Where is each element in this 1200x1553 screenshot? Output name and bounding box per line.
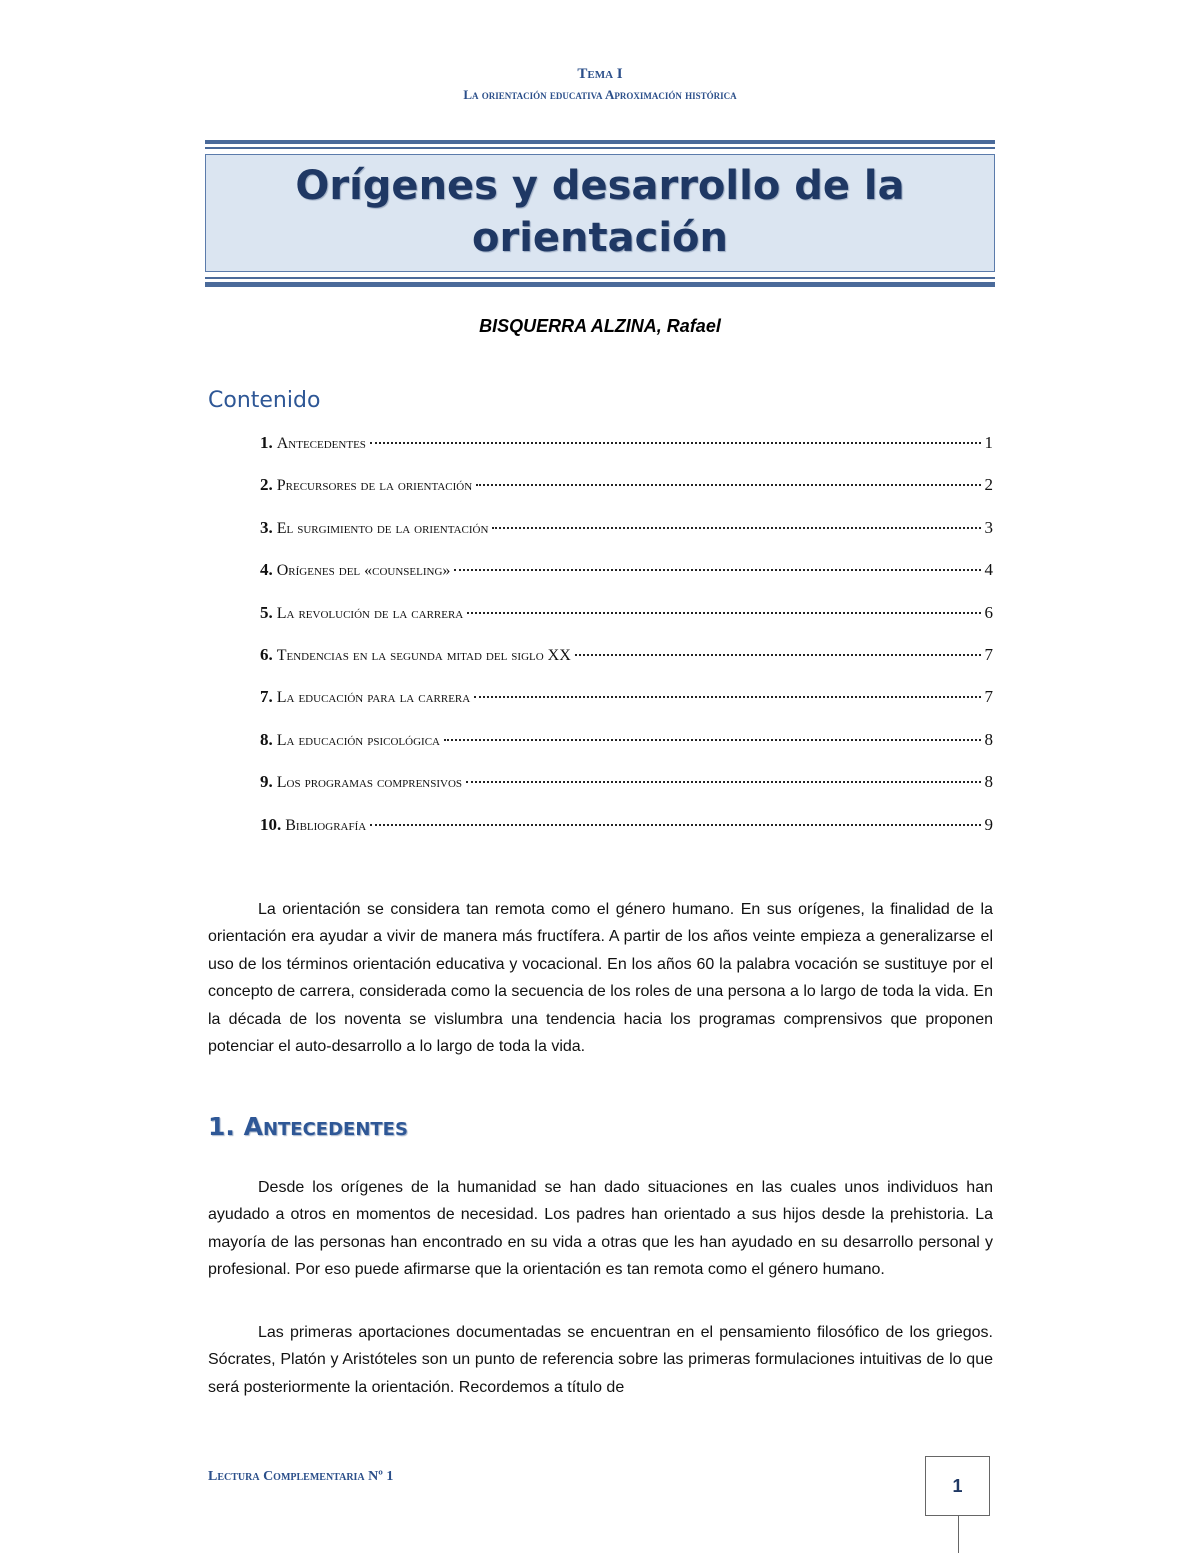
toc-item-number: 3. — [260, 517, 273, 537]
author: BISQUERRA ALZINA, Rafael — [479, 316, 721, 336]
toc-item-antecedentes[interactable] — [260, 433, 993, 475]
toc-item-page: 7 — [984, 644, 993, 664]
toc-item-page: 6 — [984, 602, 993, 622]
intro-paragraph: La orientación se considera tan remota como el género humano. En sus orígenes, la finalidad de la orientación era ayudar a vivir de manera más fructífera. A partir de los años veinte empieza a generalizarse el uso de los términos orientación educativa y vocacional. En los años 60 la palabra vocación se sustituye por el concepto de carrera, considerada como la secuencia de los roles de una persona a lo largo de toda la vida. En la década de los noventa se vislumbra una tendencia hacia los programas comprensivos que proponen potenciar el auto-desarrollo a lo largo de toda la vida. — [208, 901, 993, 1056]
toc-leader-dots — [476, 484, 980, 486]
toc-item-page: 8 — [984, 729, 993, 749]
toc-heading: Contenido — [208, 388, 321, 413]
toc-item-label: Precursores de la orientación — [276, 477, 473, 495]
toc-item-page: 3 — [984, 517, 993, 537]
toc-leader-dots — [575, 654, 981, 656]
document-title — [205, 160, 995, 264]
toc-item-number: 10. — [260, 814, 282, 834]
document-title-line-1: Orígenes y desarrollo de la — [295, 163, 905, 209]
title-box — [205, 140, 995, 288]
toc-item-number: 9. — [260, 772, 273, 792]
toc-item-number: 7. — [260, 687, 273, 707]
title-rule-bottom-thin — [205, 277, 995, 279]
page-number-rule — [958, 1516, 959, 1553]
toc-item-page: 2 — [984, 475, 993, 495]
toc-item-label: Tendencias en la segunda mitad del siglo XX — [276, 646, 571, 664]
toc-item-page: 9 — [984, 814, 993, 834]
toc-item-page: 1 — [984, 433, 993, 452]
toc-leader-dots — [474, 696, 980, 698]
toc-leader-dots — [466, 781, 980, 783]
toc-item-programas-comprensivos[interactable] — [260, 772, 993, 814]
toc-leader-dots — [370, 824, 980, 826]
toc-item-number: 1. — [260, 433, 273, 452]
toc-item-label: Antecedentes — [276, 435, 366, 452]
toc-item-label: La educación psicológica — [276, 731, 440, 749]
toc-item-number: 2. — [260, 475, 273, 495]
toc-item-bibliografia[interactable] — [260, 815, 993, 857]
toc-item-counseling[interactable] — [260, 560, 993, 602]
document-title-line-2: orientación — [471, 215, 728, 261]
toc-item-number: 8. — [260, 729, 273, 749]
toc-leader-dots — [370, 442, 981, 444]
toc-leader-dots — [454, 569, 980, 571]
toc-item-number: 4. — [260, 560, 273, 580]
toc-leader-dots — [492, 527, 980, 529]
toc-item-label: La revolución de la carrera — [276, 604, 464, 622]
toc-item-page: 4 — [984, 560, 993, 580]
title-rule-bottom-thick — [205, 282, 995, 287]
toc-item-surgimiento[interactable] — [260, 518, 993, 560]
toc-item-educacion-carrera[interactable] — [260, 687, 993, 729]
toc-leader-dots — [467, 612, 980, 614]
toc-item-page: 7 — [984, 687, 993, 707]
body-paragraph-2: Las primeras aportaciones documentadas se encuentran en el pensamiento filosófico de los griegos. Sócrates, Platón y Aristóteles son un punto de referencia sobre las primeras formulaciones intuitivas de lo que será posteriormente la orientación. Recordemos a título de — [208, 1324, 993, 1396]
toc-item-label: Los programas comprensivos — [276, 774, 463, 792]
running-header-topic: Tema I — [577, 66, 623, 82]
title-rule-top-thick — [205, 140, 995, 144]
toc-item-educacion-psicologica[interactable] — [260, 730, 993, 772]
toc-item-label: Orígenes del «counseling» — [276, 562, 451, 580]
toc-item-number: 6. — [260, 644, 273, 664]
toc-item-label: Bibliografía — [285, 816, 367, 834]
body-paragraph-1: Desde los orígenes de la humanidad se han dado situaciones en las cuales unos individuos han ayudado a otros en momentos de necesidad. Los padres han orientado a sus hijos desde la prehistoria. La mayoría de las personas han encontrado en su vida a otras que les han ayudado en su desarrollo personal y profesional. Por eso puede afirmarse que la orientación es tan remota como el género humano. — [208, 1179, 993, 1279]
toc-item-precursores[interactable] — [260, 475, 993, 517]
toc-item-tendencias[interactable] — [260, 645, 993, 687]
toc-item-page: 8 — [984, 772, 993, 792]
running-header-subtitle: La orientación educativa Aproximación histórica — [463, 87, 737, 102]
toc-item-revolucion-carrera[interactable] — [260, 603, 993, 645]
footer-label: Lectura Complementaria Nº 1 — [208, 1469, 394, 1484]
toc-item-label: La educación para la carrera — [276, 689, 471, 707]
title-rule-top-thin — [205, 147, 995, 149]
toc-leader-dots — [444, 739, 981, 741]
toc-item-number: 5. — [260, 602, 273, 622]
section-heading-antecedentes: 1. Antecedentes — [208, 1112, 408, 1141]
page-number: 1 — [952, 1475, 963, 1496]
page-number-box — [925, 1456, 990, 1516]
table-of-contents — [260, 433, 993, 857]
toc-item-label: El surgimiento de la orientación — [276, 519, 489, 537]
